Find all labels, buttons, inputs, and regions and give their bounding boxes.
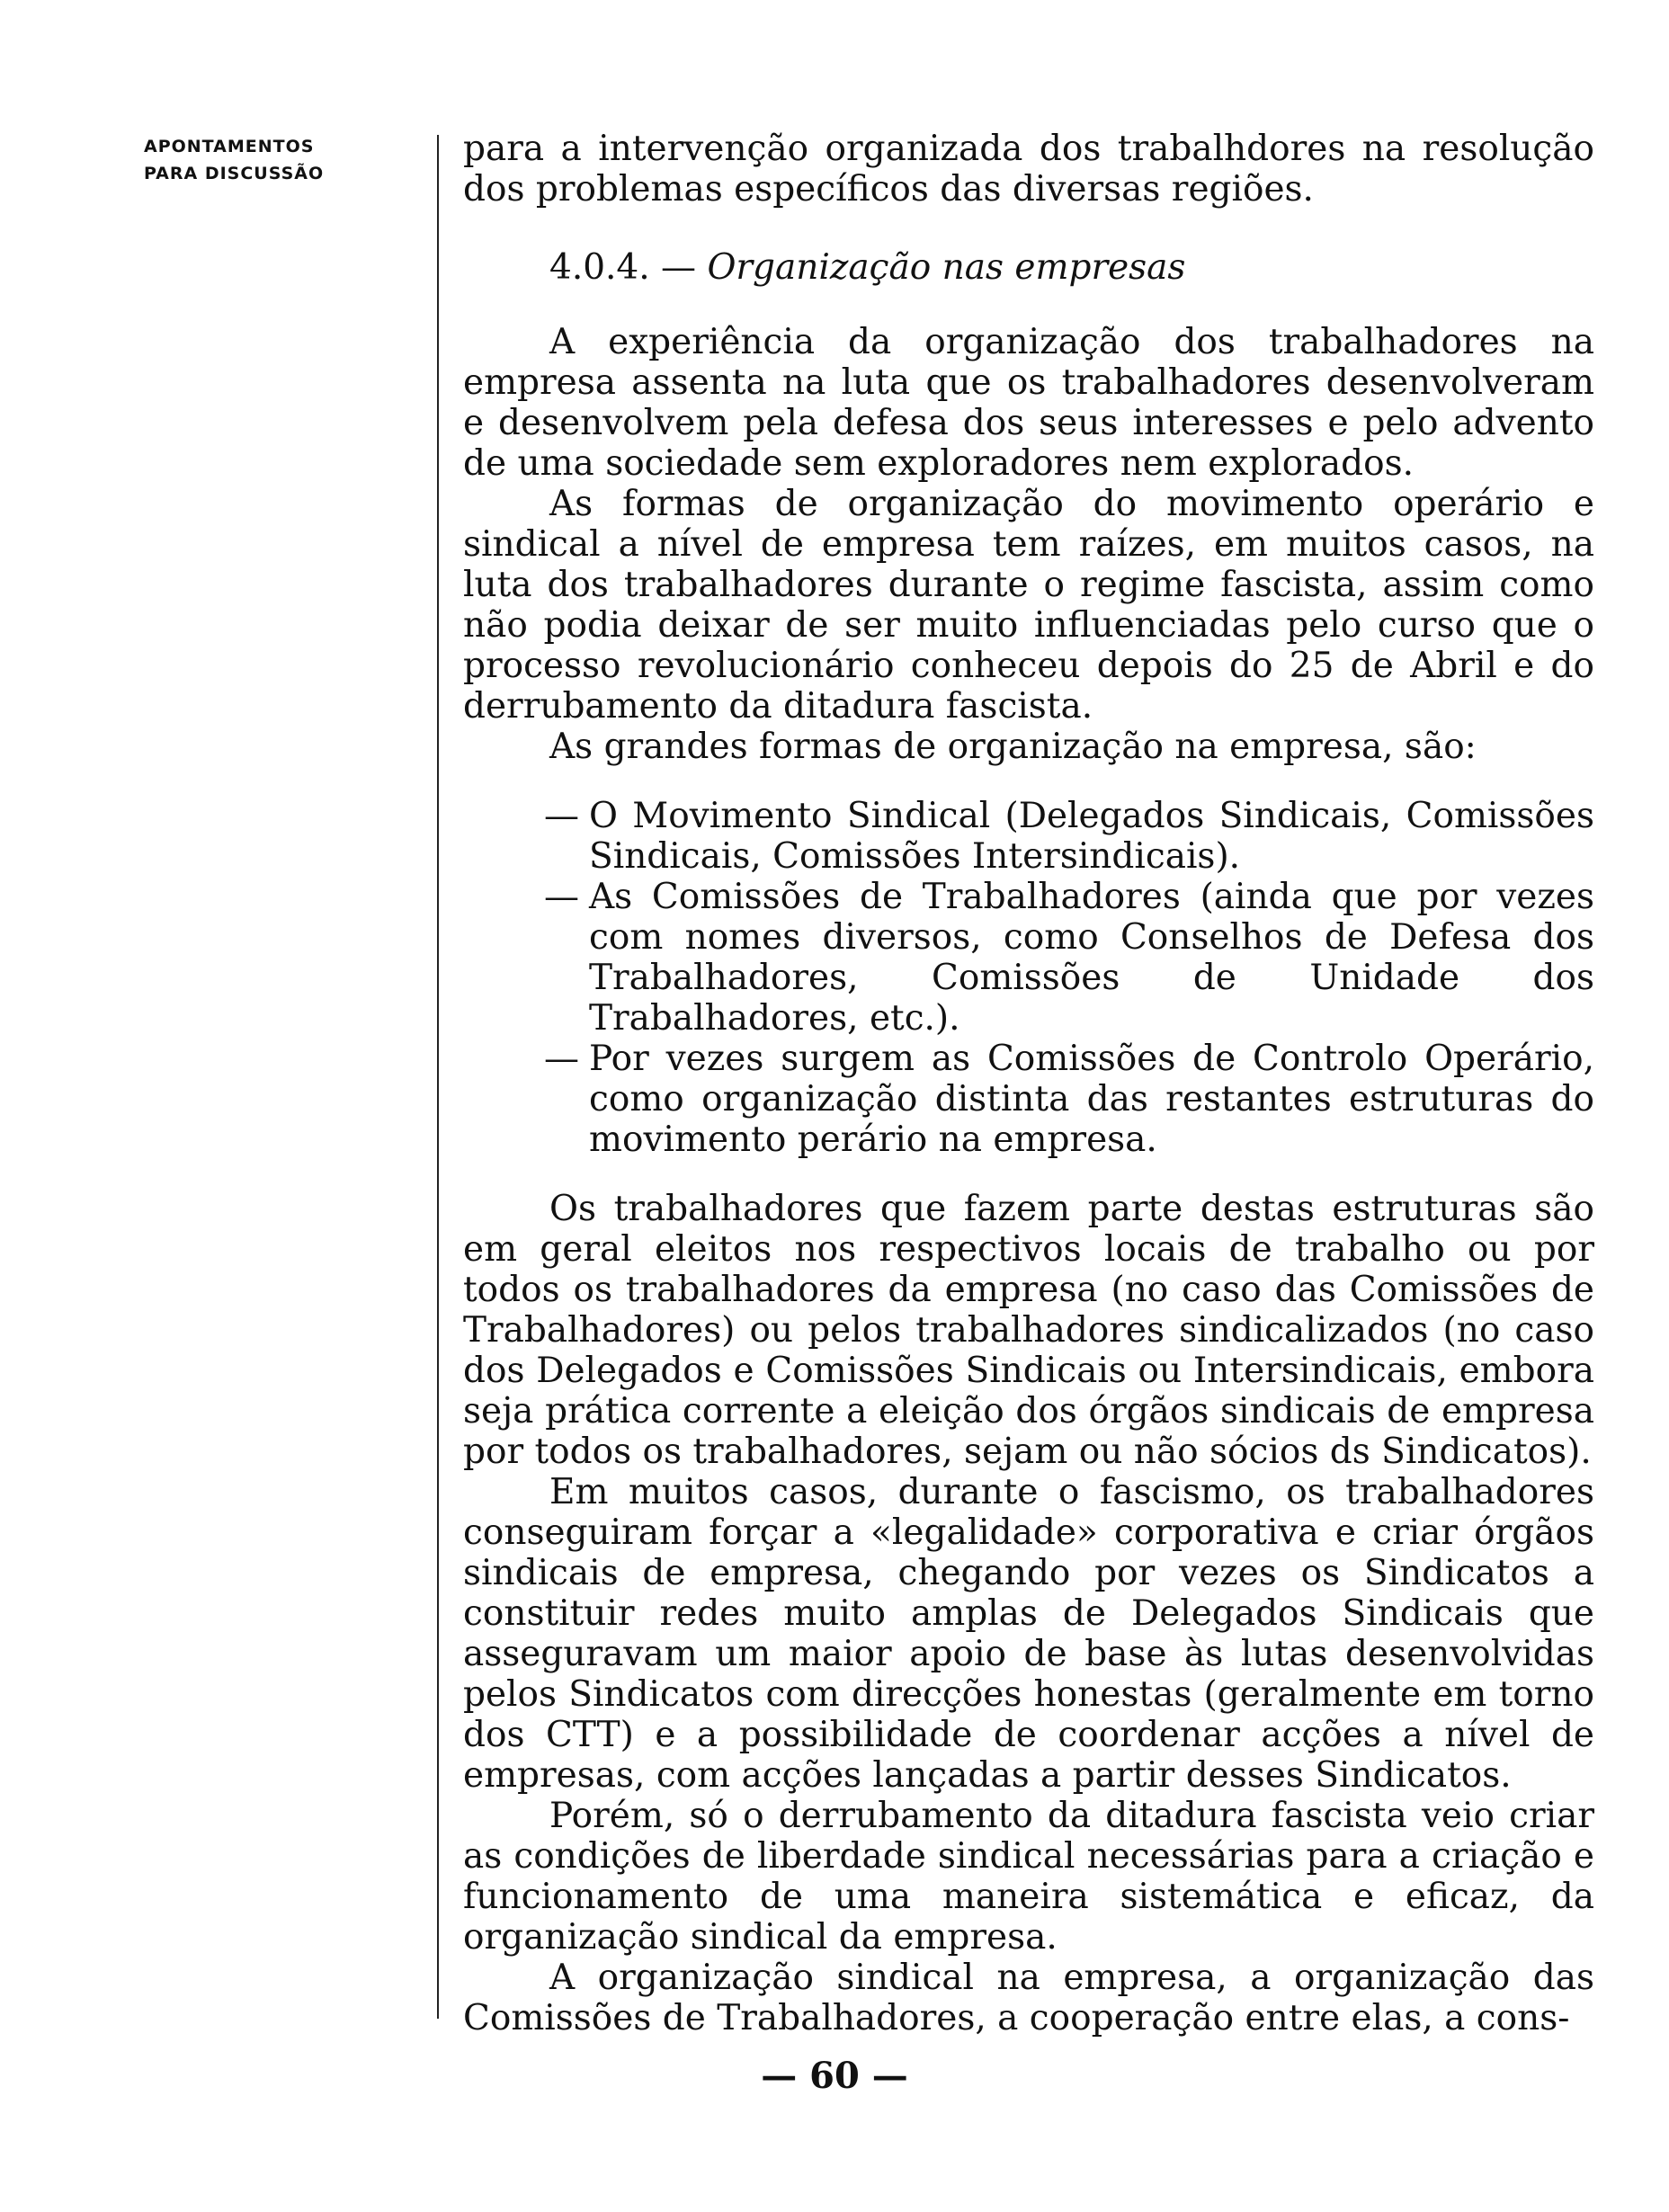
list-item: — O Movimento Sindical (Delegados Sindicais, Comissões Sindicais, Comissões Intersindicais).	[589, 796, 1594, 877]
page-number: — 60 —	[761, 2055, 908, 2097]
list-item: — Por vezes surgem as Comissões de Controlo Operário, como organização distinta das restantes estruturas do movimento perário na empresa.	[589, 1039, 1594, 1160]
paragraph-fascism: Em muitos casos, durante o fascismo, os trabalhadores conseguiram forçar a «legalidade» corporativa e criar órgãos sindicais de empresa, chegando por vezes os Sindicatos a constituir redes muito amplas de Delegados Sindicais que asseguravam um maior apoio de base às lutas desenvolvidas pelos Sindicatos com direcções honestas (geralmente em torno dos CTT) e a possibilidade de coordenar acções a nível de empresas, com acções lançadas a partir desses Sindicatos.	[463, 1472, 1594, 1796]
paragraph-forms: As formas de organização do movimento operário e sindical a nível de empresa tem raízes, em muitos casos, na luta dos trabalhadores durante o regime fascista, assim como não podia deixar de ser muito influenciadas pelo curso que o processo revolucionário conheceu depois do 25 de Abril e do derrubamento da ditadura fascista.	[463, 484, 1594, 727]
list-item: — As Comissões de Trabalhadores (ainda que por vezes com nomes diversos, como Conselhos de Defesa dos Trabalhadores, Comissões de Unidade dos Trabalhadores, etc.).	[589, 877, 1594, 1039]
paragraph-elections: Os trabalhadores que fazem parte destas estruturas são em geral eleitos nos respectivos locais de trabalho ou por todos os trabalhadores da empresa (no caso das Comissões de Trabalhadores) ou pelos trabalhadores sindicalizados (no caso dos Delegados e Comissões Sindicais ou Intersindicais, embora seja prática corrente a eleição dos órgãos sindicais de empresa por todos os trabalhadores, sejam ou não sócios ds Sindicatos).	[463, 1189, 1594, 1472]
running-header	[144, 133, 441, 187]
paragraph-cooperation: A organização sindical na empresa, a organização das Comissões de Trabalhadores, a cooperação entre elas, a cons-	[463, 1958, 1594, 2038]
organization-forms-list	[463, 796, 1594, 1160]
running-header-line-1: APONTAMENTOS	[144, 137, 315, 156]
paragraph-experience: A experiência da organização dos trabalhadores na empresa assenta na luta que os trabalhadores desenvolveram e desenvolvem pela defesa dos seus interesses e pelo advento de uma sociedade sem exploradores nem explorados.	[463, 322, 1594, 484]
section-number: 4.0.4. —	[549, 247, 697, 288]
paragraph-freedom: Porém, só o derrubamento da ditadura fascista veio criar as condições de liberdade sindical necessárias para a criação e funcionamento de uma maneira sistemática e eficaz, da organização sindical da empresa.	[463, 1796, 1594, 1958]
section-heading	[463, 247, 1594, 288]
main-text	[463, 129, 1594, 2038]
running-header-line-2: PARA DISCUSSÃO	[144, 164, 325, 183]
spacer	[463, 1160, 1594, 1189]
paragraph-list-intro: As grandes formas de organização na empresa, são:	[549, 727, 1477, 767]
intro-paragraph: para a intervenção organizada dos trabalhdores na resolução dos problemas específicos das diversas regiões.	[463, 129, 1594, 210]
spacer	[463, 767, 1594, 796]
margin-rule	[437, 135, 439, 2019]
section-title: Organização nas empresas	[707, 247, 1186, 288]
